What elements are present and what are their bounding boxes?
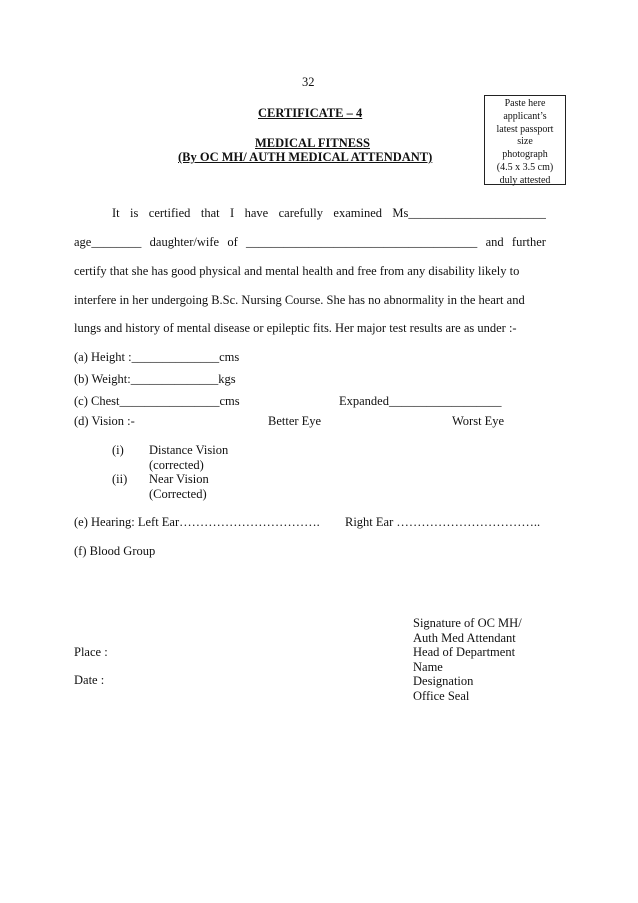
body-line-4: interfere in her undergoing B.Sc. Nursing Course. She has no abnormality in the heart and <box>74 293 525 307</box>
chest-field[interactable]: (c) Chest________________cms <box>74 394 240 408</box>
photo-placeholder-box <box>484 95 566 185</box>
date-field[interactable]: Date : <box>74 673 105 687</box>
body-line-1 <box>112 206 546 220</box>
word: carefully <box>278 206 324 220</box>
photo-box-line: size <box>517 136 533 148</box>
signature-block <box>413 616 522 703</box>
signature-line: Designation <box>413 674 474 688</box>
chest-expanded-field[interactable]: Expanded__________________ <box>339 394 502 408</box>
word: certified <box>148 206 191 220</box>
word: examined <box>333 206 383 220</box>
signature-line: Head of Department <box>413 645 516 659</box>
photo-box-line: applicant’s <box>503 110 547 122</box>
signature-line: Office Seal <box>413 688 470 703</box>
place-field[interactable]: Place : <box>74 645 108 659</box>
photo-box-line: latest passport <box>496 123 554 135</box>
photo-box-line: photograph <box>502 149 548 161</box>
hearing-right-ear-field[interactable]: Right Ear …………………………….. <box>345 515 541 529</box>
vision-item-number: (i) <box>112 443 124 457</box>
worst-eye-heading: Worst Eye <box>452 414 505 428</box>
ms-name-blank[interactable]: Ms______________________ <box>392 206 546 220</box>
subtitle-attendant: (By OC MH/ AUTH MEDICAL ATTENDANT) <box>178 150 433 164</box>
word: daughter/wife <box>149 235 220 249</box>
subtitle-medical-fitness: MEDICAL FITNESS <box>255 136 370 150</box>
photo-box-line: duly attested <box>499 174 551 186</box>
word: I <box>230 206 235 220</box>
height-field[interactable]: (a) Height :______________cms <box>74 350 240 364</box>
blood-group-field[interactable]: (f) Blood Group <box>74 544 156 558</box>
distance-vision-note: (corrected) <box>149 458 204 472</box>
body-line-5: lungs and history of mental disease or epileptic fits. Her major test results are as under :- <box>74 321 517 335</box>
body-line-3: certify that she has good physical and mental health and free from any disability likely to <box>74 264 520 278</box>
age-blank[interactable]: age________ <box>74 235 142 249</box>
signature-line: Auth Med Attendant <box>413 630 516 645</box>
distance-vision-label: Distance Vision <box>149 443 229 457</box>
body-line-2 <box>74 235 546 249</box>
vision-label: (d) Vision :- <box>74 414 135 428</box>
signature-line: Name <box>413 659 443 674</box>
word: It <box>112 206 120 220</box>
word: of <box>227 235 238 249</box>
page-number: 32 <box>302 75 315 89</box>
daughter-wife-of-blank[interactable]: _____________________________________ <box>246 235 478 249</box>
near-vision-note: (Corrected) <box>149 487 207 501</box>
photo-box-line: (4.5 x 3.5 cm) <box>496 161 554 173</box>
word: and <box>485 235 504 249</box>
word: is <box>130 206 139 220</box>
better-eye-heading: Better Eye <box>268 414 322 428</box>
word: that <box>200 206 220 220</box>
signature-line: Signature of OC MH/ <box>413 616 522 630</box>
word: further <box>511 235 546 249</box>
hearing-left-ear-field[interactable]: (e) Hearing: Left Ear……………………………. <box>74 515 320 529</box>
word: have <box>244 206 269 220</box>
near-vision-label: Near Vision <box>149 472 209 486</box>
certificate-title: CERTIFICATE – 4 <box>258 106 363 120</box>
weight-field[interactable]: (b) Weight:______________kgs <box>74 372 236 386</box>
photo-box-line: Paste here <box>504 98 546 109</box>
vision-item-number: (ii) <box>112 472 128 486</box>
